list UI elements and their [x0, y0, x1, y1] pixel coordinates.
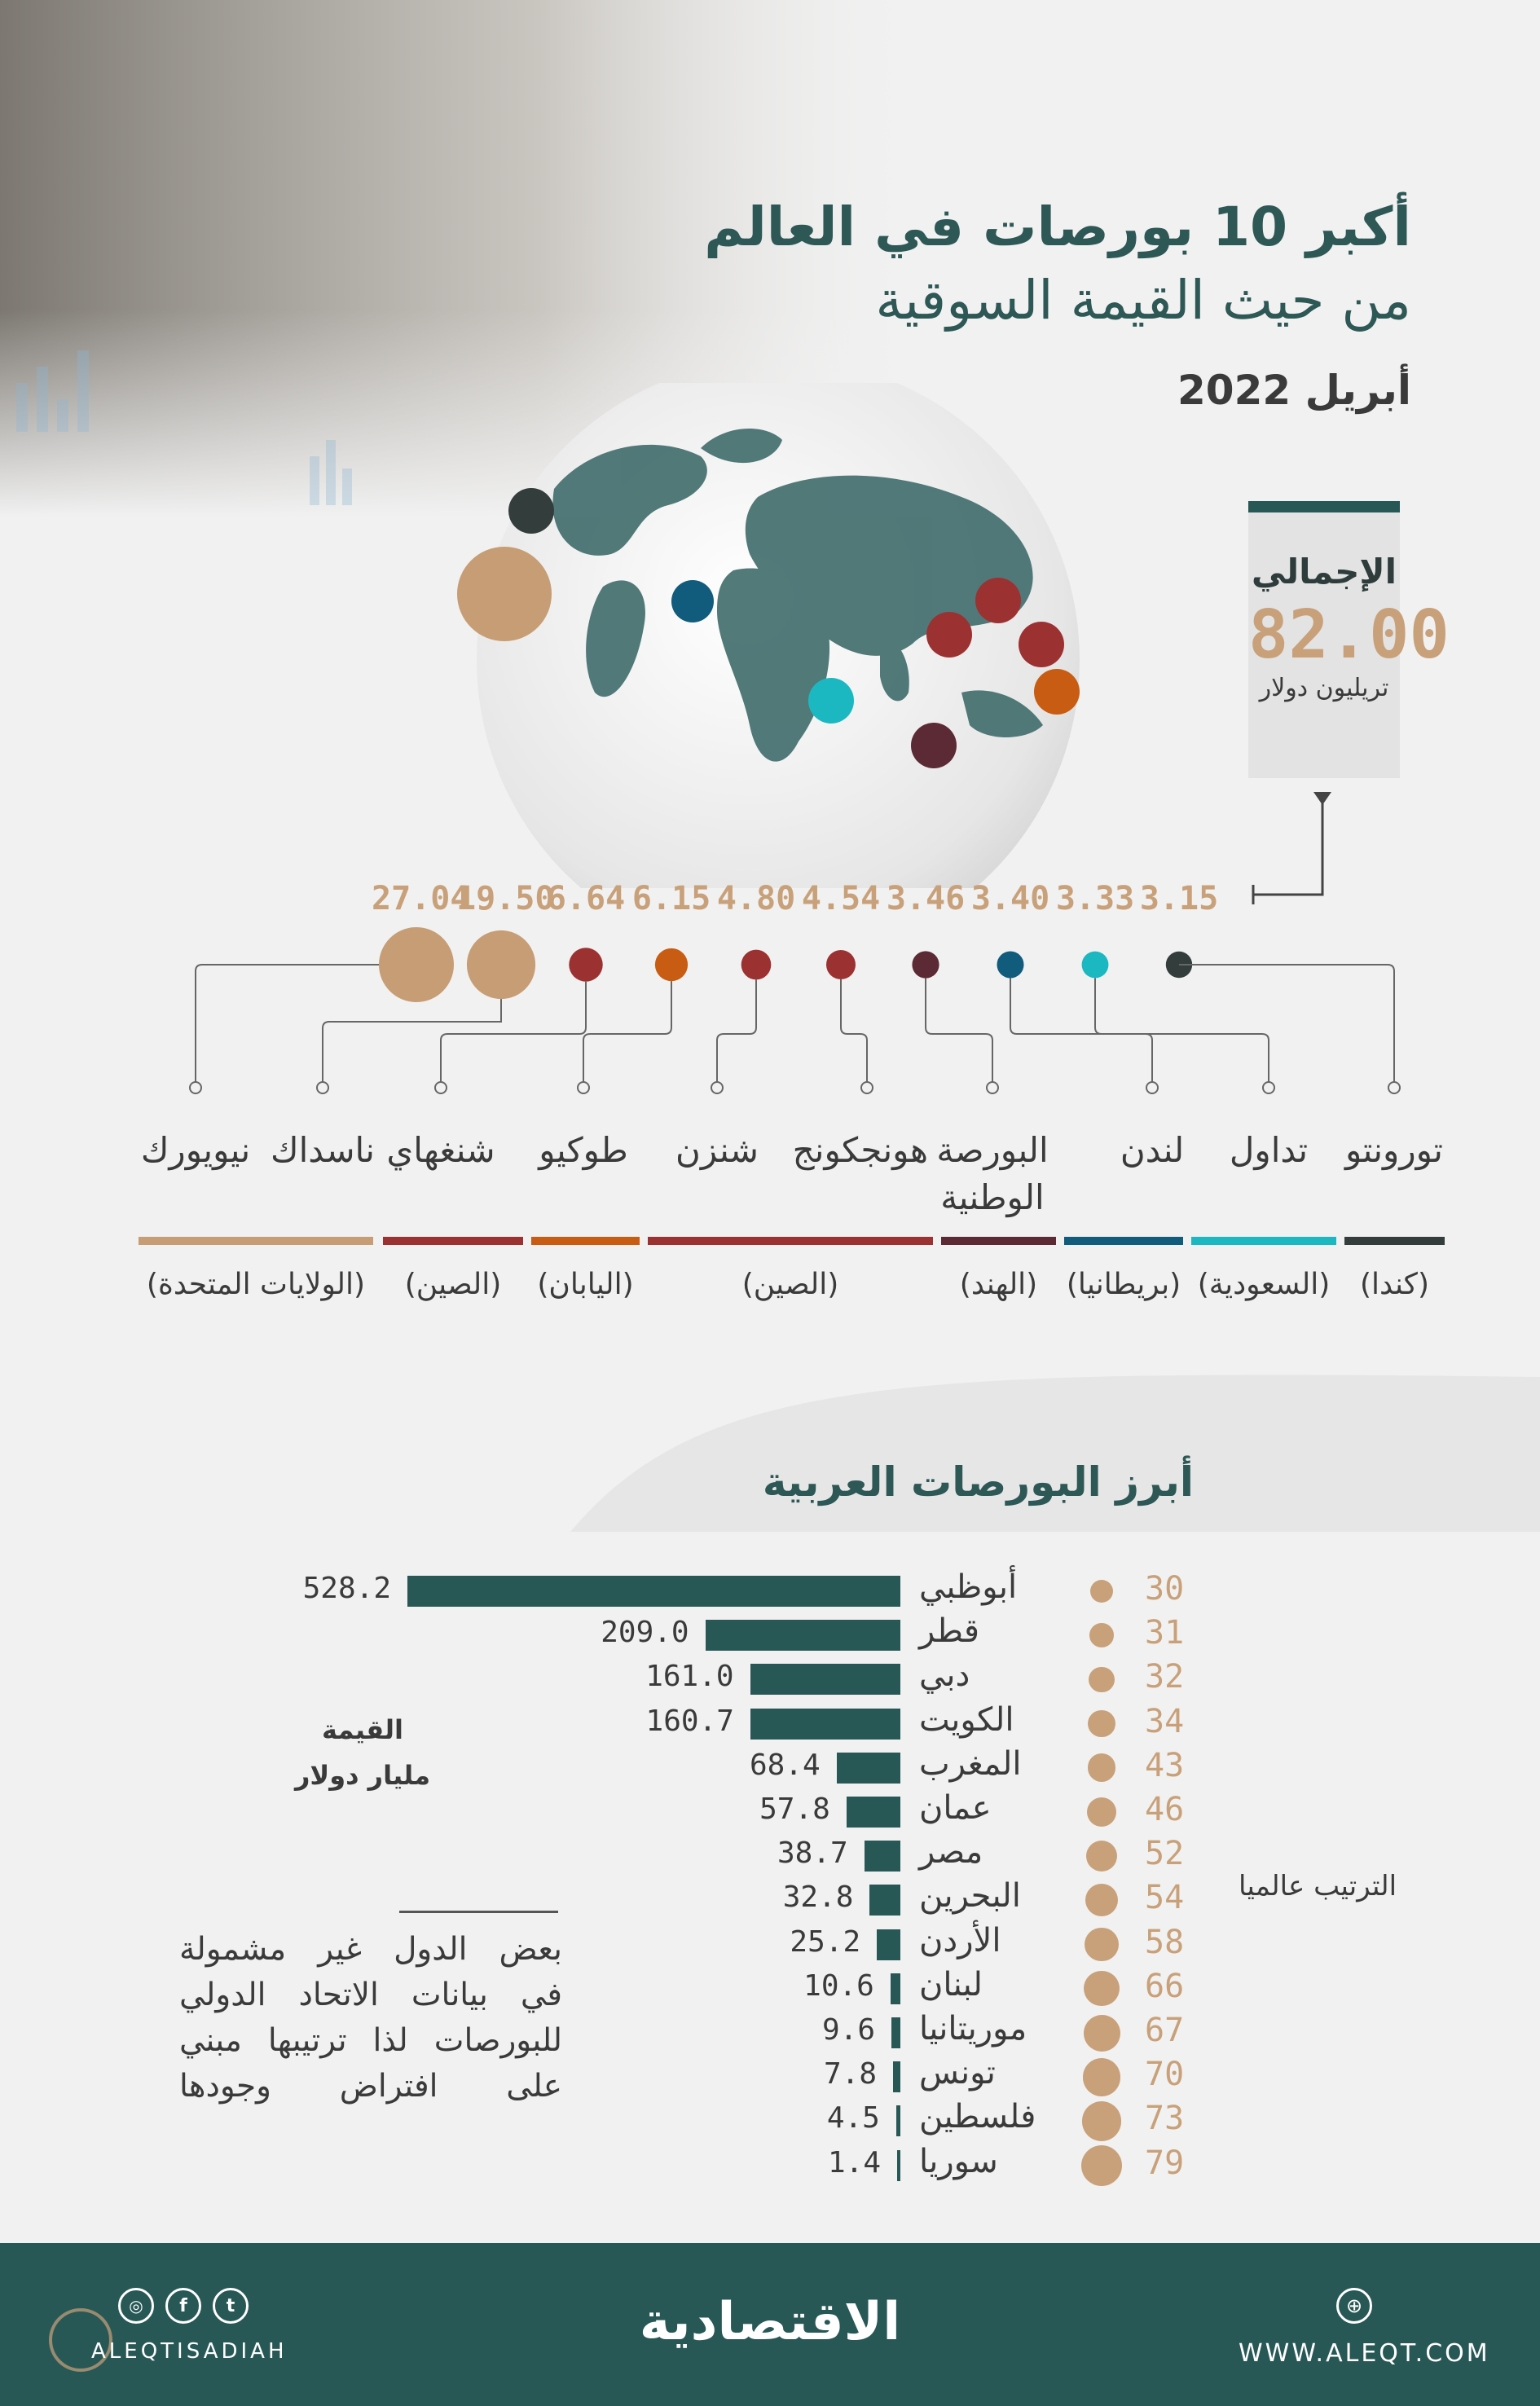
arab-country-name: المغرب: [919, 1744, 1022, 1783]
country-label: (الصين): [404, 1268, 502, 1301]
rank-number: 30: [1145, 1570, 1185, 1608]
arab-country-name: قطر: [919, 1612, 980, 1651]
connector-line: [441, 982, 586, 1088]
connector-end: [1388, 1082, 1400, 1093]
top-value-label: 6.15: [631, 880, 711, 917]
footer-website[interactable]: WWW.ALEQT.COM: [1239, 2339, 1490, 2368]
total-label: الإجمالي: [1251, 552, 1397, 592]
arab-value-label: 7.8: [824, 2057, 878, 2092]
rank-number: 67: [1145, 2012, 1185, 2049]
exchange-name: البورصة الوطنية: [936, 1130, 1049, 1217]
top-value-label: 4.80: [716, 880, 796, 917]
top-value-label: 6.64: [546, 880, 626, 917]
arab-bar: [706, 1620, 900, 1651]
country-underline: [648, 1237, 933, 1245]
country-underline: [383, 1237, 523, 1245]
rank-number: 31: [1145, 1614, 1185, 1652]
top-value-label: 3.15: [1139, 880, 1219, 917]
arab-value-label: 528.2: [302, 1572, 391, 1605]
rank-label: الترتيب عالميا: [1239, 1870, 1397, 1902]
country-label: (الهند): [959, 1268, 1038, 1301]
connector-line: [717, 979, 756, 1088]
arab-bar: [750, 1709, 900, 1740]
rank-number: 70: [1145, 2056, 1185, 2094]
country-underline: [139, 1237, 373, 1245]
rank-dot: [1088, 1753, 1116, 1782]
arab-value-label: 209.0: [601, 1616, 689, 1650]
connector-end: [317, 1082, 328, 1093]
arab-value-label: 4.5: [826, 2101, 880, 2135]
top-value-label: 4.54: [801, 880, 881, 917]
rank-number: 43: [1145, 1746, 1185, 1784]
top-value-bubble: [741, 950, 772, 980]
exchange-name: شنزن: [675, 1130, 759, 1170]
rank-number: 79: [1145, 2144, 1185, 2182]
facebook-icon[interactable]: f: [165, 2288, 201, 2324]
connector-line: [1010, 979, 1152, 1088]
arab-value-label: 9.6: [821, 2013, 875, 2047]
arab-country-name: فلسطين: [919, 2098, 1036, 2136]
top-value-bubble: [997, 951, 1023, 978]
top-value-bubble: [379, 927, 454, 1002]
arab-value-label: 10.6: [803, 1968, 874, 2003]
top-value-bubble: [569, 948, 602, 981]
country-label: (بريطانيا): [1066, 1268, 1181, 1301]
country-underline: [941, 1237, 1056, 1245]
country-label: (الصين): [741, 1268, 839, 1301]
top-value-bubble: [467, 930, 535, 999]
rank-number: 58: [1145, 1923, 1185, 1961]
arab-bar: [891, 1973, 900, 2004]
arab-value-label: 57.8: [759, 1792, 830, 1826]
connector-line: [323, 999, 501, 1088]
value-label-line2: مليار دولار: [294, 1760, 431, 1791]
country-underline: [1064, 1237, 1183, 1245]
top-value-bubble: [912, 951, 939, 978]
connector-end: [190, 1082, 201, 1093]
rank-dot: [1087, 1797, 1117, 1828]
exchange-name: ناسداك: [270, 1130, 375, 1170]
rank-dot: [1084, 1971, 1119, 2006]
connector-end: [435, 1082, 447, 1093]
rank-number: 66: [1145, 1967, 1185, 2005]
connector-end: [578, 1082, 589, 1093]
total-value: 82.00: [1248, 596, 1450, 674]
connector-end: [1263, 1082, 1274, 1093]
rank-dot: [1088, 1710, 1115, 1737]
arab-country-name: تونس: [919, 2054, 996, 2092]
exchange-name: هونجكونج: [792, 1130, 928, 1170]
exchange-name: تورونتو: [1344, 1130, 1443, 1170]
arab-bar-chart: [0, 1564, 1540, 2216]
note-line-2: في بيانات الاتحاد الدولي: [179, 1977, 562, 2013]
rank-number: 32: [1145, 1658, 1185, 1696]
rank-dot: [1086, 1841, 1117, 1872]
rank-dot: [1082, 2101, 1121, 2140]
arab-bar: [750, 1664, 900, 1695]
rank-number: 52: [1145, 1835, 1185, 1873]
top-value-label: 19.50: [456, 880, 555, 917]
rank-number: 34: [1145, 1702, 1185, 1740]
connector-end: [987, 1082, 998, 1093]
arab-country-name: الأردن: [919, 1921, 1001, 1960]
exchange-name: شنغهاي: [386, 1130, 495, 1170]
rank-number: 46: [1145, 1791, 1185, 1828]
country-label: (كندا): [1360, 1268, 1429, 1301]
rank-dot: [1085, 1928, 1119, 1962]
rank-dot: [1084, 2015, 1120, 2052]
footer-handle: ALEQTISADIAH: [91, 2339, 288, 2364]
arab-country-name: دبي: [919, 1656, 970, 1695]
note-line-3: للبورصات لذا ترتيبها مبني: [179, 2022, 562, 2059]
top-value-label: 3.40: [970, 880, 1050, 917]
instagram-icon[interactable]: ◎: [118, 2288, 154, 2324]
exchange-name: تداول: [1229, 1130, 1309, 1170]
top-value-label: 27.04: [372, 880, 470, 917]
rank-dot: [1090, 1580, 1113, 1603]
title-line-1: أكبر 10 بورصات في العالم: [704, 196, 1411, 258]
arab-country-name: البحرين: [919, 1877, 1021, 1916]
exchange-name: لندن: [1120, 1130, 1185, 1170]
country-underline: [1191, 1237, 1336, 1245]
exchange-name: طوكيو: [539, 1130, 628, 1170]
country-label: (الولايات المتحدة): [146, 1268, 366, 1301]
arab-value-label: 68.4: [749, 1748, 821, 1782]
arab-section-title: أبرز البورصات العربية: [762, 1458, 1194, 1506]
arab-country-name: أبوظبي: [919, 1568, 1018, 1606]
arab-bar: [847, 1797, 900, 1828]
country-legend: [0, 1230, 1540, 1304]
arab-value-label: 1.4: [827, 2145, 881, 2179]
connector-line: [196, 965, 379, 1088]
globe-icon: ⊕: [1336, 2288, 1372, 2324]
connector-line: [841, 979, 867, 1088]
rank-dot: [1081, 2145, 1122, 2186]
connector-line: [1179, 965, 1394, 1088]
rank-dot: [1089, 1667, 1114, 1692]
arab-value-label: 160.7: [645, 1704, 734, 1738]
arab-bar: [893, 2061, 900, 2092]
country-underline: [1344, 1237, 1445, 1245]
arab-bar: [837, 1753, 900, 1784]
connector-end: [861, 1082, 873, 1093]
connector-end: [1146, 1082, 1158, 1093]
rank-number: 54: [1145, 1879, 1185, 1917]
top-value-bubble: [655, 948, 688, 981]
footer: [0, 2243, 1540, 2406]
note-line-4: على افتراض وجودها: [179, 2068, 562, 2105]
note-line-1: بعض الدول غير مشمولة: [179, 1931, 562, 1968]
top-value-bubble: [1082, 952, 1109, 979]
country-underline: [531, 1237, 640, 1245]
arab-country-name: مصر: [919, 1833, 983, 1872]
arab-value-label: 161.0: [645, 1660, 734, 1694]
country-label: (السعودية): [1197, 1268, 1331, 1301]
rank-number: 73: [1145, 2100, 1185, 2138]
arab-country-name: لبنان: [919, 1965, 983, 2004]
connector-line: [926, 979, 992, 1088]
arab-bar: [407, 1576, 900, 1607]
arab-value-label: 32.8: [782, 1880, 854, 1915]
title-line-2: من حيث القيمة السوقية: [875, 269, 1411, 332]
value-label-line1: القيمة: [322, 1714, 403, 1745]
arab-bar: [877, 1929, 900, 1960]
arab-country-name: عمان: [919, 1789, 992, 1827]
exchange-name: نيويورك: [140, 1130, 251, 1170]
connector-end: [711, 1082, 723, 1093]
date-label: أبريل 2022: [1177, 367, 1411, 414]
arab-country-name: موريتانيا: [919, 2010, 1027, 2048]
top-value-label: 3.33: [1055, 880, 1135, 917]
rank-dot: [1083, 2058, 1121, 2096]
country-label: (اليابان): [537, 1268, 634, 1301]
connector-line: [1095, 978, 1269, 1088]
top-value-bubble: [826, 950, 856, 979]
arab-bar: [891, 2017, 900, 2048]
total-unit: تريليون دولار: [1259, 674, 1389, 702]
connector-line: [583, 981, 671, 1088]
twitter-icon[interactable]: t: [213, 2288, 249, 2324]
rank-dot: [1089, 1623, 1114, 1647]
footer-brand: الاقتصادية: [639, 2292, 901, 2352]
top-value-label: 3.46: [886, 880, 966, 917]
arab-value-label: 38.7: [777, 1836, 848, 1871]
arab-bar: [897, 2150, 900, 2181]
arab-country-name: الكويت: [919, 1700, 1014, 1739]
arab-country-name: سوريا: [919, 2142, 998, 2180]
arab-bar: [896, 2105, 900, 2136]
arab-bar: [865, 1841, 900, 1872]
rank-dot: [1085, 1884, 1118, 1916]
arab-bar: [869, 1885, 900, 1916]
arab-value-label: 25.2: [790, 1924, 861, 1959]
